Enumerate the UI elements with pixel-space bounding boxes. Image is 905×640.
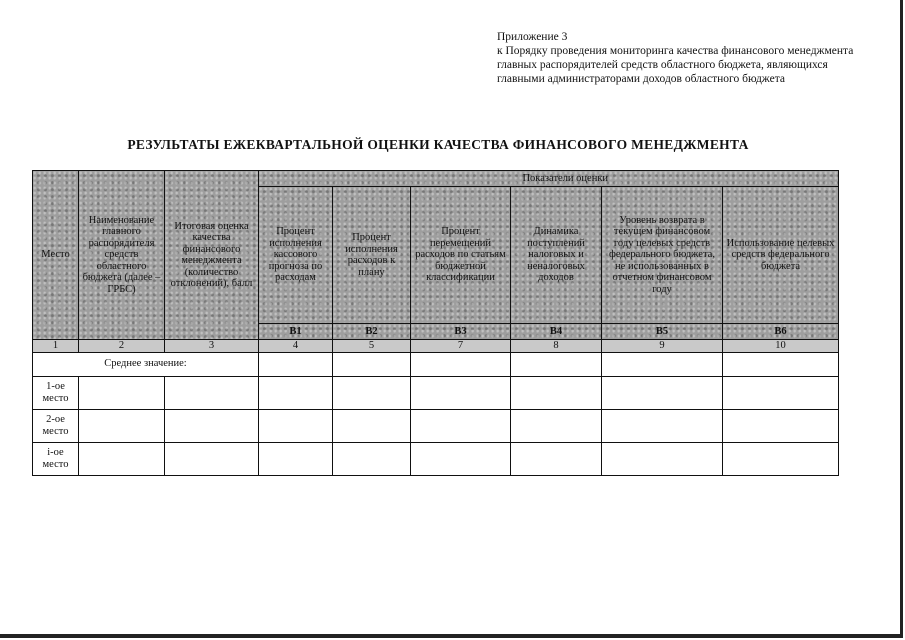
table-cell [79,442,165,475]
results-table [32,170,839,476]
table-cell [723,376,839,409]
appendix-number: Приложение 3 [497,31,568,43]
table-cell [602,352,723,376]
table-cell [333,376,411,409]
table-cell [723,442,839,475]
header-indicator-b5: Уровень возврата в текущем финансовом году целевых средств федерального бюджета, не использованных в отчетном финансовом году [602,187,723,324]
appendix-reference: к Порядку проведения мониторинга качества финансового менеджмента главных распорядителей средств областного бюджета, являющихся главными администраторами доходов областного бюджета [497,45,854,85]
code-b2: B2 [333,324,411,340]
table-cell [723,352,839,376]
col-number-3: 3 [165,340,259,353]
header-indicator-b1: Процент исполнения кассового прогноза по расходам [259,187,333,324]
table-cell [259,442,333,475]
col-number-2: 2 [79,340,165,353]
table-cell [333,409,411,442]
document-title: РЕЗУЛЬТАТЫ ЕЖЕКВАРТАЛЬНОЙ ОЦЕНКИ КАЧЕСТВА ФИНАНСОВОГО МЕНЕДЖМЕНТА [127,137,749,152]
table-cell [723,409,839,442]
header-indicator-b6: Использование целевых средств федерального бюджета [723,187,839,324]
header-place: Место [33,171,79,340]
table-row [33,376,839,409]
table-cell [333,352,411,376]
table-cell [165,376,259,409]
col-number-1: 1 [33,340,79,353]
header-indicator-b4: Динамика поступлений налоговых и неналоговых доходов [511,187,602,324]
table-cell [333,442,411,475]
col-number-10: 10 [723,340,839,353]
table-cell [165,442,259,475]
appendix-note [497,30,857,86]
row-place-label: i-ое место [33,442,79,475]
table-cell [511,409,602,442]
page-edge-bottom [0,634,903,638]
table-row-average [33,352,839,376]
header-total-score: Итоговая оценка качества финансового менеджмента (количество отклонений), балл [165,171,259,340]
header-indicators: Показатели оценки [259,171,839,187]
col-number-7: 7 [411,340,511,353]
table-cell [259,376,333,409]
table-cell [411,409,511,442]
table-cell [79,409,165,442]
header-indicator-b3: Процент перемещений расходов по статьям бюджетной классификации [411,187,511,324]
page-edge-right [900,0,903,636]
table-cell [79,376,165,409]
code-b1: B1 [259,324,333,340]
table-cell [511,352,602,376]
header-indicator-b2: Процент исполнения расходов к плану [333,187,411,324]
table-cell [411,442,511,475]
table-cell [602,442,723,475]
col-number-9: 9 [602,340,723,353]
row-place-label: 1-ое место [33,376,79,409]
code-b5: B5 [602,324,723,340]
table-cell [165,409,259,442]
table-cell [259,352,333,376]
average-label: Среднее значение: [33,352,259,376]
table-cell [602,376,723,409]
code-b6: B6 [723,324,839,340]
table-cell [259,409,333,442]
col-number-5: 5 [333,340,411,353]
header-grbs-name: Наименование главного распорядителя средств областного бюджета (далее – ГРБС) [79,171,165,340]
table-cell [411,352,511,376]
table-cell [602,409,723,442]
code-b4: B4 [511,324,602,340]
row-place-label: 2-ое место [33,409,79,442]
table-cell [411,376,511,409]
table-row [33,442,839,475]
code-b3: B3 [411,324,511,340]
col-number-4: 4 [259,340,333,353]
table-cell [511,376,602,409]
table-cell [511,442,602,475]
col-number-8: 8 [511,340,602,353]
table-row [33,409,839,442]
